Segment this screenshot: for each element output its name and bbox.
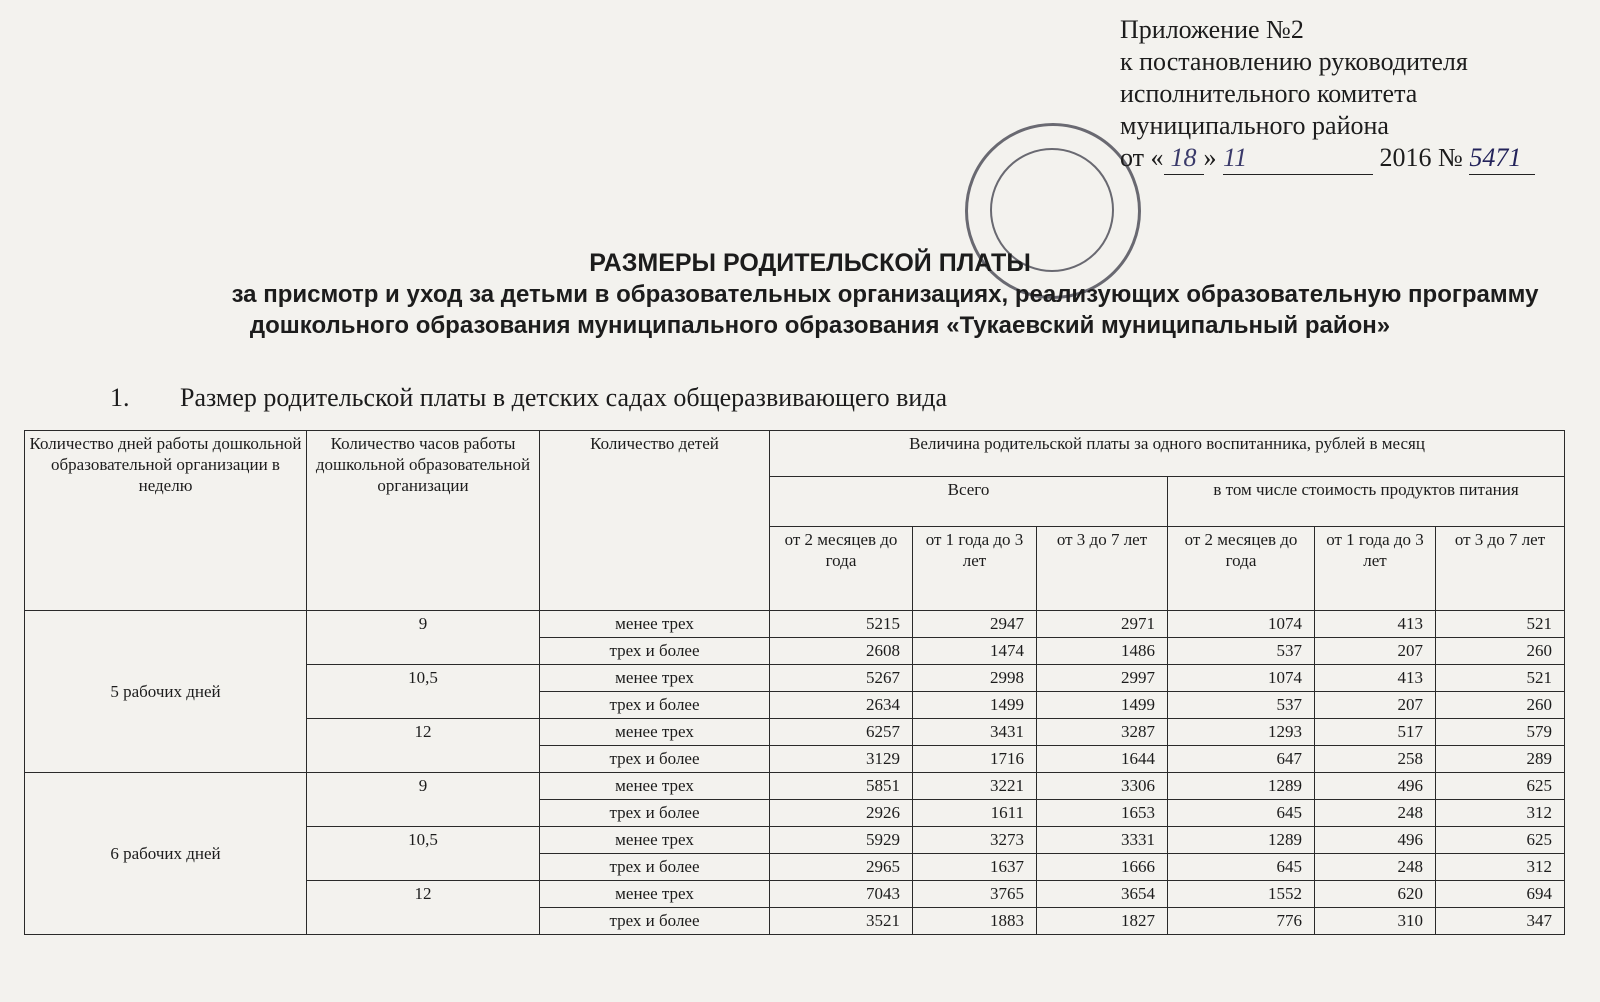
fee-value-cell: 496 bbox=[1315, 827, 1436, 854]
fee-value-cell: 3331 bbox=[1037, 827, 1168, 854]
appendix-line-1: Приложение №2 bbox=[1120, 15, 1304, 44]
children-cell: трех и более bbox=[540, 908, 770, 935]
fee-value-cell: 1666 bbox=[1037, 854, 1168, 881]
header-hours: Количество часов работы дошкольной образовательной организации bbox=[307, 431, 540, 611]
fee-value-cell: 413 bbox=[1315, 611, 1436, 638]
fee-value-cell: 1552 bbox=[1168, 881, 1315, 908]
header-children: Количество детей bbox=[540, 431, 770, 611]
fee-value-cell: 260 bbox=[1436, 692, 1565, 719]
header-food-age-1: от 2 месяцев до года bbox=[1168, 527, 1315, 611]
title-line-3: дошкольного образования муниципального образования «Тукаевский муниципальный район» bbox=[249, 312, 1391, 339]
fee-value-cell: 2971 bbox=[1037, 611, 1168, 638]
children-cell: менее трех bbox=[540, 827, 770, 854]
fee-table-body bbox=[25, 611, 1565, 935]
fee-table bbox=[24, 430, 1565, 935]
fee-value-cell: 2926 bbox=[770, 800, 913, 827]
section-number: 1. bbox=[110, 383, 130, 412]
children-cell: трех и более bbox=[540, 800, 770, 827]
date-year: 2016 № bbox=[1379, 143, 1463, 172]
fee-value-cell: 3431 bbox=[913, 719, 1037, 746]
fee-value-cell: 496 bbox=[1315, 773, 1436, 800]
hours-cell: 10,5 bbox=[307, 827, 540, 881]
header-food-age-2: от 1 года до 3 лет bbox=[1315, 527, 1436, 611]
header-days: Количество дней работы дошкольной образовательной организации в неделю bbox=[25, 431, 307, 611]
fee-value-cell: 2634 bbox=[770, 692, 913, 719]
fee-value-cell: 5851 bbox=[770, 773, 913, 800]
appendix-line-4: муниципального района bbox=[1120, 111, 1389, 140]
fee-value-cell: 347 bbox=[1436, 908, 1565, 935]
fee-value-cell: 645 bbox=[1168, 800, 1315, 827]
fee-value-cell: 537 bbox=[1168, 638, 1315, 665]
fee-value-cell: 289 bbox=[1436, 746, 1565, 773]
header-total-age-1: от 2 месяцев до года bbox=[770, 527, 913, 611]
children-cell: менее трех bbox=[540, 773, 770, 800]
appendix-header bbox=[1120, 14, 1580, 175]
fee-value-cell: 248 bbox=[1315, 800, 1436, 827]
header-food-age-3: от 3 до 7 лет bbox=[1436, 527, 1565, 611]
section-heading bbox=[110, 383, 947, 413]
fee-value-cell: 248 bbox=[1315, 854, 1436, 881]
fee-value-cell: 521 bbox=[1436, 611, 1565, 638]
fee-value-cell: 5929 bbox=[770, 827, 913, 854]
fee-value-cell: 3287 bbox=[1037, 719, 1168, 746]
title-line-1: РАЗМЕРЫ РОДИТЕЛЬСКОЙ ПЛАТЫ bbox=[589, 249, 1031, 277]
days-cell: 6 рабочих дней bbox=[25, 773, 307, 935]
fee-value-cell: 1074 bbox=[1168, 665, 1315, 692]
fee-value-cell: 1611 bbox=[913, 800, 1037, 827]
fee-value-cell: 2608 bbox=[770, 638, 913, 665]
fee-value-cell: 312 bbox=[1436, 800, 1565, 827]
fee-value-cell: 1486 bbox=[1037, 638, 1168, 665]
fee-value-cell: 3306 bbox=[1037, 773, 1168, 800]
date-day: 18 bbox=[1164, 142, 1204, 175]
header-total: Всего bbox=[770, 477, 1168, 527]
section-text: Размер родительской платы в детских садах общеразвивающего вида bbox=[180, 383, 948, 412]
fee-value-cell: 3221 bbox=[913, 773, 1037, 800]
fee-value-cell: 2947 bbox=[913, 611, 1037, 638]
fee-value-cell: 645 bbox=[1168, 854, 1315, 881]
fee-value-cell: 5267 bbox=[770, 665, 913, 692]
fee-value-cell: 1499 bbox=[1037, 692, 1168, 719]
fee-value-cell: 3273 bbox=[913, 827, 1037, 854]
appendix-line-2: к постановлению руководителя bbox=[1120, 47, 1468, 76]
fee-value-cell: 1289 bbox=[1168, 827, 1315, 854]
fee-value-cell: 2997 bbox=[1037, 665, 1168, 692]
fee-value-cell: 7043 bbox=[770, 881, 913, 908]
fee-value-cell: 3129 bbox=[770, 746, 913, 773]
hours-cell: 9 bbox=[307, 773, 540, 827]
document-title bbox=[0, 248, 1600, 341]
fee-value-cell: 1289 bbox=[1168, 773, 1315, 800]
fee-value-cell: 1716 bbox=[913, 746, 1037, 773]
fee-value-cell: 1499 bbox=[913, 692, 1037, 719]
fee-value-cell: 2998 bbox=[913, 665, 1037, 692]
fee-value-cell: 694 bbox=[1436, 881, 1565, 908]
children-cell: трех и более bbox=[540, 638, 770, 665]
hours-cell: 12 bbox=[307, 881, 540, 935]
fee-value-cell: 620 bbox=[1315, 881, 1436, 908]
header-fee: Величина родительской платы за одного воспитанника, рублей в месяц bbox=[770, 431, 1565, 477]
fee-value-cell: 207 bbox=[1315, 692, 1436, 719]
fee-value-cell: 625 bbox=[1436, 773, 1565, 800]
fee-value-cell: 413 bbox=[1315, 665, 1436, 692]
children-cell: менее трех bbox=[540, 665, 770, 692]
days-cell: 5 рабочих дней bbox=[25, 611, 307, 773]
date-month: 11 bbox=[1223, 142, 1373, 175]
children-cell: трех и более bbox=[540, 854, 770, 881]
fee-value-cell: 1883 bbox=[913, 908, 1037, 935]
fee-value-cell: 3521 bbox=[770, 908, 913, 935]
fee-value-cell: 258 bbox=[1315, 746, 1436, 773]
header-total-age-2: от 1 года до 3 лет bbox=[913, 527, 1037, 611]
fee-value-cell: 1293 bbox=[1168, 719, 1315, 746]
fee-value-cell: 579 bbox=[1436, 719, 1565, 746]
header-food: в том числе стоимость продуктов питания bbox=[1168, 477, 1565, 527]
children-cell: трех и более bbox=[540, 746, 770, 773]
fee-value-cell: 6257 bbox=[770, 719, 913, 746]
fee-value-cell: 312 bbox=[1436, 854, 1565, 881]
document-number: 5471 bbox=[1469, 142, 1535, 175]
date-prefix: от « bbox=[1120, 143, 1164, 172]
fee-value-cell: 207 bbox=[1315, 638, 1436, 665]
fee-value-cell: 517 bbox=[1315, 719, 1436, 746]
table-row bbox=[25, 773, 1565, 800]
fee-value-cell: 776 bbox=[1168, 908, 1315, 935]
children-cell: менее трех bbox=[540, 881, 770, 908]
hours-cell: 9 bbox=[307, 611, 540, 665]
fee-value-cell: 1827 bbox=[1037, 908, 1168, 935]
children-cell: менее трех bbox=[540, 719, 770, 746]
fee-value-cell: 521 bbox=[1436, 665, 1565, 692]
fee-value-cell: 537 bbox=[1168, 692, 1315, 719]
children-cell: трех и более bbox=[540, 692, 770, 719]
table-row bbox=[25, 611, 1565, 638]
appendix-line-3: исполнительного комитета bbox=[1120, 79, 1418, 108]
fee-value-cell: 1474 bbox=[913, 638, 1037, 665]
fee-value-cell: 647 bbox=[1168, 746, 1315, 773]
title-line-2: за присмотр и уход за детьми в образовательных организациях, реализующих образовательную программу bbox=[231, 281, 1539, 308]
fee-value-cell: 3765 bbox=[913, 881, 1037, 908]
appendix-date-line bbox=[1120, 142, 1580, 175]
hours-cell: 10,5 bbox=[307, 665, 540, 719]
fee-value-cell: 310 bbox=[1315, 908, 1436, 935]
fee-value-cell: 1074 bbox=[1168, 611, 1315, 638]
fee-value-cell: 5215 bbox=[770, 611, 913, 638]
children-cell: менее трех bbox=[540, 611, 770, 638]
fee-value-cell: 260 bbox=[1436, 638, 1565, 665]
fee-value-cell: 2965 bbox=[770, 854, 913, 881]
fee-value-cell: 625 bbox=[1436, 827, 1565, 854]
fee-value-cell: 1644 bbox=[1037, 746, 1168, 773]
fee-value-cell: 1653 bbox=[1037, 800, 1168, 827]
fee-value-cell: 1637 bbox=[913, 854, 1037, 881]
header-total-age-3: от 3 до 7 лет bbox=[1037, 527, 1168, 611]
fee-value-cell: 3654 bbox=[1037, 881, 1168, 908]
date-mid: » bbox=[1203, 143, 1217, 172]
hours-cell: 12 bbox=[307, 719, 540, 773]
